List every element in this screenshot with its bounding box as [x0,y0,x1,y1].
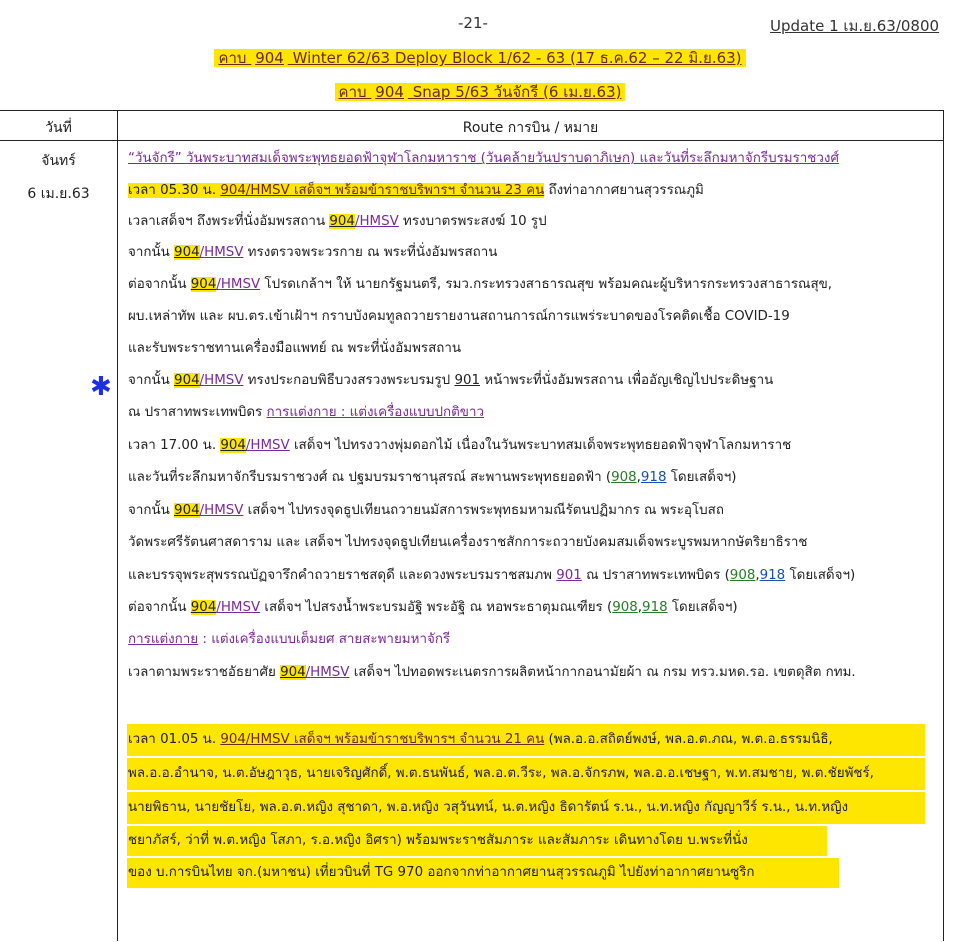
code-908: 908 [729,568,756,583]
route-line-6: ผบ.เหล่าทัพ และ ผบ.ตร.เข้าเฝ้าฯ กราบบังคมทูลถวายรายงานสถานการณ์การแพร่ระบาดของโรคติดเชื้อ COVID-19 [128,309,790,324]
update-stamp: Update 1 เม.ย.63/0800 [770,17,940,35]
departure-line-4: ชยาภัสร์, ว่าที่ พ.ต.หญิง โสภา, ร.อ.หญิง อิศรา) พร้อมพระราชสัมภาระ และสัมภาระ เดินทางโดย บ.พระที่นั่ง [128,833,748,848]
table-border-right [943,110,944,941]
code-901: 901 [556,568,582,583]
destination-text: ถึงท่าอากาศยานสุวรรณภูมิ [544,183,704,198]
entourage-text: เสด็จฯ พร้อมข้าราชบริพารฯ จำนวน 23 คน [289,183,545,198]
departure-line-3: นายพิธาน, นายชัยโย, พล.อ.ต.หญิง สุชาดา, พ.อ.หญิง วสุวันทน์, น.ต.หญิง ธิดารัตน์ ร.น., น.ท.หญิง กัญญาวีร์ ร.น., น.ท.หญิง [128,800,849,815]
flight-code: 904/HMSV [190,600,261,615]
route-line-7: และรับพระราชทานเครื่องมือแพทย์ ณ พระที่นั่งอัมพรสถาน [128,341,462,356]
document-title [0,46,960,70]
code-908: 908 [611,470,637,485]
flight-code: 904/HMSV [220,732,290,747]
day-description: วันพระบาทสมเด็จพระพุทธยอดฟ้าจุฬาโลกมหาราช (วันคล้ายวันปราบดาภิเษก) และวันที่ระลึกมหาจักรีบรมราชวงศ์ [185,151,839,166]
day-name: “วันจักรี” [128,151,186,166]
asterisk-icon: ✱ [90,372,112,402]
route-line-15: ต่อจากนั้น 904/HMSV เสด็จฯ ไปสรงน้ำพระบรมอัฐิ พระอัฐิ ณ หอพระธาตุมณเฑียร (908,918 โดยเสด็จฯ) [128,600,738,615]
flight-code: 904/HMSV [174,503,244,518]
route-line-12: จากนั้น 904/HMSV เสด็จฯ ไปทรงจุดธูปเทียนถวายนมัสการพระพุทธมหามณีรัตนปฏิมากร ณ พระอุโบสถ [128,503,724,518]
departure-line-2: พล.อ.อ.อำนาจ, น.ต.อัษฎาวุธ, นายเจริญศักดิ์, พ.ต.ธนพันธ์, พล.อ.ต.วีระ, พล.อ.จักรภพ, พล.อ.อ.เชษฐา, พ.ท.สมชาย, พ.ต.ชัยพัชร์, [128,766,874,781]
subtitle-rest: Snap 5/63 วันจักรี (6 เม.ย.63) [407,83,622,101]
code-901: 901 [454,373,480,388]
route-line-3: เวลาเสด็จฯ ถึงพระที่นั่งอัมพรสถาน 904/HMSV ทรงบาตรพระสงฆ์ 10 รูป [128,214,547,229]
route-line-8: จากนั้น 904/HMSV ทรงประกอบพิธีบวงสรวงพระบรมรูป 901 หน้าพระที่นั่งอัมพรสถาน เพื่ออัญเชิญไปประดิษฐาน [128,373,774,388]
code-908: 908 [612,600,638,615]
route-line-14: และบรรจุพระสุพรรณบัฏจารึกคำถวายราชสดุดี และดวงพระบรมราชสมภพ 901 ณ ปราสาทพระเทพบิดร (908,918 โดยเสด็จฯ) [128,568,856,583]
column-header-route: Route การบิน / หมาย [462,120,599,136]
route-line-10: เวลา 17.00 น. 904/HMSV เสด็จฯ ไปทรงวางพุ่มดอกไม้ เนื่องในวันพระบาทสมเด็จพระพุทธยอดฟ้าจุฬาโลกมหาราช [128,438,792,453]
departure-line-5: ของ บ.การบินไทย จก.(มหาชน) เที่ยวบินที่ TG 970 ออกจากท่าอากาศยานสุวรรณภูมิ ไปยังท่าอากาศยานซูริก [128,865,755,880]
route-line-2 [128,180,704,204]
flight-code: 904/HMSV [174,373,244,388]
table-header-border [0,140,944,141]
column-header-date: วันที่ [45,120,72,136]
code-918: 918 [759,568,786,583]
route-line-11: และวันที่ระลึกมหาจักรีบรมราชวงศ์ ณ ปฐมบรมราชานุสรณ์ สะพานพระพุทธยอดฟ้า (908,918 โดยเสด็จฯ) [128,470,737,485]
route-line-4: จากนั้น 904/HMSV ทรงตรวจพระวรกาย ณ พระที่นั่งอัมพรสถาน [128,245,498,260]
route-line-16: การแต่งกาย : แต่งเครื่องแบบเต็มยศ สายสะพายมหาจักรี [128,632,451,647]
date-value: 6 เม.ย.63 [27,186,90,202]
route-line-9: ณ ปราสาทพระเทพบิดร การแต่งกาย : แต่งเครื่องแบบปกติขาว [128,405,484,420]
route-line-17: เวลาตามพระราชอัธยาศัย 904/HMSV เสด็จฯ ไปทอดพระเนตรการผลิตหน้ากากอนามัยผ้า ณ กรม ทรว.มหด.รอ. เขตดุสิต กทม. [128,665,856,680]
route-line-1 [128,148,839,172]
flight-code: 904/HMSV [280,665,350,680]
title-code: 904 [255,49,284,67]
flight-code: 904/HMSV [220,438,290,453]
flight-code: 904/HMSV [329,214,399,229]
dress-code-link[interactable]: การแต่งกาย : แต่งเครื่องแบบปกติขาว [266,405,484,420]
time-text: เวลา 05.30 น. [128,183,221,198]
flight-code: 904/HMSV [190,277,261,292]
dress-code-link[interactable]: การแต่งกาย [128,632,199,647]
document-subtitle [0,80,960,104]
subtitle-prefix: คาบ [338,83,372,101]
departure-line-1: เวลา 01.05 น. 904/HMSV เสด็จฯ พร้อมข้าราชบริพารฯ จำนวน 21 คน (พล.อ.อ.สถิตย์พงษ์, พล.อ.ต.ภณ, พ.ต.อ.ธรรมนิธิ, [128,732,833,747]
table-divider [117,110,118,941]
flight-code: 904/HMSV [220,183,290,198]
title-prefix: คาบ [218,49,252,67]
code-918: 918 [642,600,668,615]
page-number: -21- [458,14,488,32]
title-rest: Winter 62/63 Deploy Block 1/62 - 63 (17 ธ.ค.62 – 22 มิ.ย.63) [287,49,742,67]
flight-code: 904/HMSV [174,245,244,260]
route-line-13: วัดพระศรีรัตนศาสดาราม และ เสด็จฯ ไปทรงจุดธูปเทียนเครื่องราชสักการะถวายบังคมสมเด็จพระบูรพมหากษัตริยาธิราช [128,535,808,550]
highlighted-segment [128,183,544,198]
date-day: จันทร์ [41,153,76,169]
subtitle-code: 904 [375,83,404,101]
code-918: 918 [640,470,667,485]
route-line-5: ต่อจากนั้น 904/HMSV โปรดเกล้าฯ ให้ นายกรัฐมนตรี, รมว.กระทรวงสาธารณสุข พร้อมคณะผู้บริหารกระทรวงสาธารณสุข, [128,277,833,292]
